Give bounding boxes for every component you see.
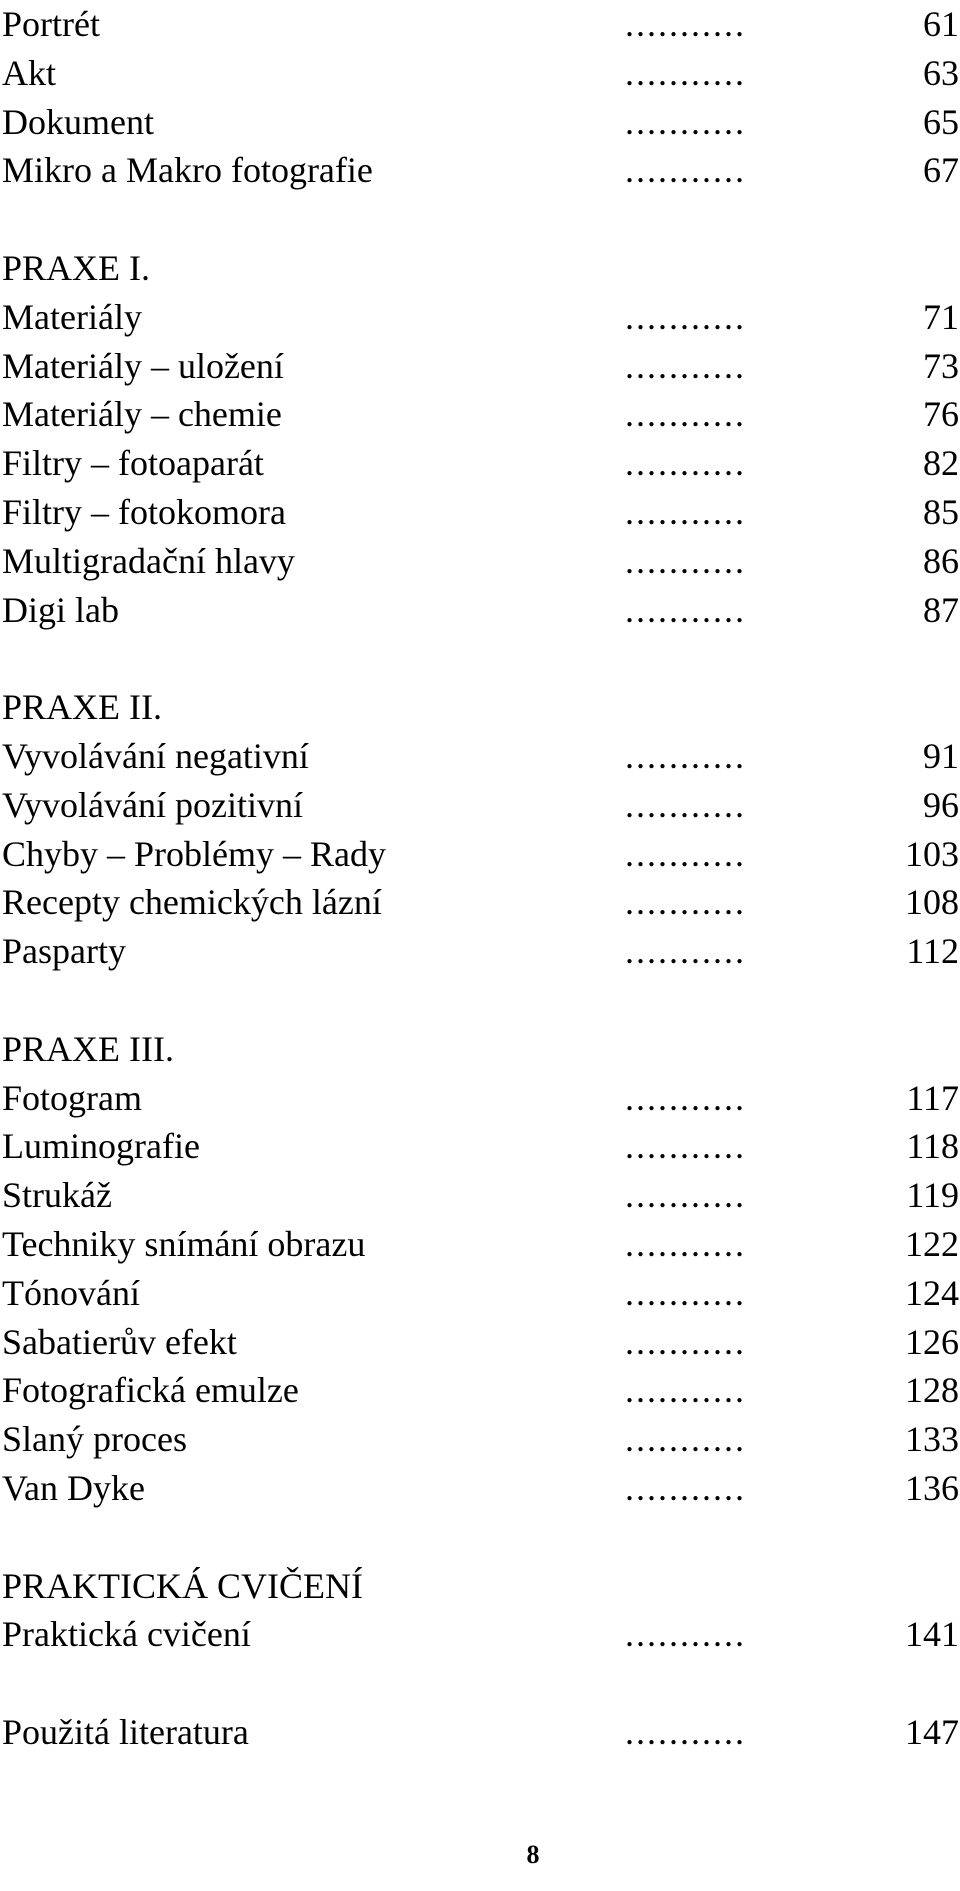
toc-entry-leader: ...........: [625, 52, 746, 93]
toc-entry: [0, 1171, 960, 1220]
toc-entry: [0, 1122, 960, 1171]
section-gap: [0, 634, 960, 683]
toc-entry-title: Fotogram: [2, 1077, 142, 1118]
toc-entry-leader: ...........: [625, 1223, 746, 1264]
toc-entry-title: Sabatierův efekt: [2, 1321, 237, 1362]
toc-entry-leader: ...........: [625, 1419, 746, 1460]
toc-entry: [0, 98, 960, 147]
toc-entry: [0, 781, 960, 830]
toc-entry-page: 65: [923, 101, 959, 142]
toc-entry-page: 67: [923, 150, 959, 191]
toc-entry: [0, 1269, 960, 1318]
toc-entry-leader: ...........: [625, 1077, 746, 1118]
toc-entry-leader: ...........: [625, 101, 746, 142]
toc-entry-leader: ...........: [625, 491, 746, 532]
toc-entry-title: Materiály – uložení: [2, 345, 284, 386]
toc-entry-page: 86: [923, 540, 959, 581]
toc-entry-leader: ...........: [625, 931, 746, 972]
toc-entry-title: Fotografická emulze: [2, 1370, 299, 1411]
toc-entry-leader: ...........: [625, 735, 746, 776]
toc-entry: [0, 439, 960, 488]
toc-entry-title: Materiály – chemie: [2, 394, 282, 435]
toc-entry: [0, 1464, 960, 1513]
toc-entry-page: 87: [923, 589, 959, 630]
toc-entry: [0, 1318, 960, 1367]
toc-entry-page: 82: [923, 443, 959, 484]
toc-entry-title: Portrét: [2, 4, 100, 44]
toc-entry-page: 96: [923, 784, 959, 825]
toc-entry-leader: ...........: [625, 540, 746, 581]
toc-entry: [0, 878, 960, 927]
toc-entry-page: 103: [905, 833, 959, 874]
toc-entry-title: Slaný proces: [2, 1419, 187, 1460]
toc-entry: [0, 1366, 960, 1415]
toc-entry-page: 128: [905, 1370, 959, 1411]
toc-entry-leader: ...........: [625, 296, 746, 337]
toc-entry-page: 91: [923, 735, 959, 776]
toc-entry: [0, 732, 960, 781]
toc-entry-title: Strukáž: [2, 1175, 112, 1216]
toc-entry-page: 73: [923, 345, 959, 386]
toc-entry-title: Luminografie: [2, 1126, 200, 1167]
toc-entry-title: Vyvolávání negativní: [2, 735, 309, 776]
toc-entry-title: Techniky snímání obrazu: [2, 1223, 366, 1264]
toc-entry-leader: ...........: [625, 394, 746, 435]
toc-entry-leader: ...........: [625, 150, 746, 191]
toc-entry-page: 117: [906, 1077, 959, 1118]
section-heading: [0, 683, 960, 732]
section-heading-text: PRAXE II.: [2, 687, 162, 728]
toc-entry-leader: ...........: [625, 1711, 746, 1752]
section-heading-text: PRAKTICKÁ CVIČENÍ: [2, 1565, 364, 1606]
toc-entry-page: 118: [906, 1126, 959, 1167]
toc-entry-page: 61: [923, 4, 959, 44]
toc-entry: [0, 49, 960, 98]
toc-entry-leader: ...........: [625, 1175, 746, 1216]
toc-entry-page: 141: [905, 1614, 959, 1655]
toc-entry-title: Digi lab: [2, 589, 119, 630]
toc-entry-leader: ...........: [625, 833, 746, 874]
toc-entry-page: 136: [905, 1467, 959, 1508]
toc-entry-page: 126: [905, 1321, 959, 1362]
toc-entry-leader: ...........: [625, 784, 746, 825]
toc-entry: [0, 390, 960, 439]
toc-entry-title: Pasparty: [2, 931, 126, 972]
toc-entry-title: Dokument: [2, 101, 154, 142]
toc-entry: [0, 586, 960, 635]
toc-entry-title: Materiály: [2, 296, 142, 337]
toc-entry-page: 63: [923, 52, 959, 93]
toc-entry-leader: ...........: [625, 589, 746, 630]
toc-entry-title: Praktická cvičení: [2, 1614, 251, 1655]
toc-entry-leader: ...........: [625, 443, 746, 484]
section-heading-text: PRAXE I.: [2, 247, 151, 288]
toc-entry-leader: ...........: [625, 882, 746, 923]
toc-entry-leader: ...........: [625, 1614, 746, 1655]
toc-entry: [0, 1415, 960, 1464]
section-heading-text: PRAXE III.: [2, 1028, 174, 1069]
toc-entry-title: Multigradační hlavy: [2, 540, 295, 581]
page-number: 8: [526, 1840, 540, 1869]
toc-entry-leader: ...........: [625, 1370, 746, 1411]
toc-entry-title: Akt: [2, 52, 56, 93]
toc-entry-leader: ...........: [625, 345, 746, 386]
toc-entry: [0, 830, 960, 879]
toc-entry-leader: ...........: [625, 4, 746, 44]
toc-entry-leader: ...........: [625, 1126, 746, 1167]
section-gap: [0, 976, 960, 1025]
toc-entry: [0, 1708, 960, 1757]
section-heading: [0, 244, 960, 293]
toc-entry-title: Filtry – fotokomora: [2, 491, 286, 532]
section-gap: [0, 195, 960, 244]
toc-entry-title: Mikro a Makro fotografie: [2, 150, 373, 191]
toc-entry-page: 71: [923, 296, 959, 337]
section-gap: [0, 1659, 960, 1708]
toc-entry: [0, 0, 960, 49]
toc-entry-title: Tónování: [2, 1272, 140, 1313]
toc-entry-leader: ...........: [625, 1272, 746, 1313]
toc-entry-page: 124: [905, 1272, 959, 1313]
toc-entry: [0, 1610, 960, 1659]
toc-entry: [0, 146, 960, 195]
toc-entry: [0, 342, 960, 391]
toc-entry-leader: ...........: [625, 1321, 746, 1362]
toc-entry-page: 133: [905, 1419, 959, 1460]
toc-entry-page: 108: [905, 882, 959, 923]
toc-entry-title: Chyby – Problémy – Rady: [2, 833, 386, 874]
section-heading: [0, 1562, 960, 1611]
toc-entry-leader: ...........: [625, 1467, 746, 1508]
section-gap: [0, 1513, 960, 1562]
toc-entry-page: 112: [906, 931, 959, 972]
toc-entry: [0, 1074, 960, 1123]
toc-entry: [0, 488, 960, 537]
toc-entry-page: 119: [906, 1175, 959, 1216]
toc-entry-page: 122: [905, 1223, 959, 1264]
toc-entry: [0, 293, 960, 342]
toc-entry-title: Filtry – fotoaparát: [2, 443, 264, 484]
toc-entry-title: Van Dyke: [2, 1467, 145, 1508]
toc-entry: [0, 1220, 960, 1269]
toc-entry: [0, 537, 960, 586]
toc-entry-title: Vyvolávání pozitivní: [2, 784, 303, 825]
toc-entry-title: Recepty chemických lázní: [2, 882, 382, 923]
toc-entry-title: Použitá literatura: [2, 1711, 249, 1752]
section-heading: [0, 1025, 960, 1074]
toc-entry-page: 85: [923, 491, 959, 532]
toc-entry-page: 76: [923, 394, 959, 435]
toc-entry: [0, 927, 960, 976]
toc-entry-page: 147: [905, 1711, 959, 1752]
